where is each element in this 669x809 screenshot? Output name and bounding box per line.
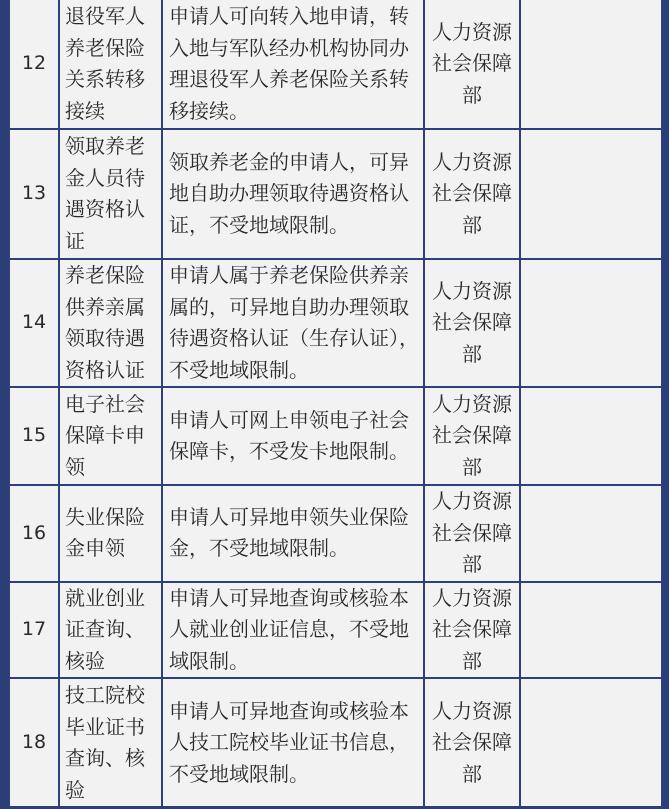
item-note	[520, 387, 662, 485]
item-note	[520, 129, 662, 259]
item-department: 人力资源社会保障部	[424, 485, 520, 582]
table-row	[9, 387, 662, 485]
item-department: 人力资源社会保障部	[424, 259, 520, 387]
item-number: 12	[9, 0, 59, 129]
table-row	[9, 485, 662, 582]
item-number: 15	[9, 387, 59, 485]
item-name: 技工院校毕业证书查询、核验	[59, 678, 162, 808]
item-description: 申请人属于养老保险供养亲属的，可异地自助办理领取待遇资格认证（生存认证），不受地域限制。	[162, 259, 424, 387]
item-department: 人力资源社会保障部	[424, 387, 520, 485]
item-number: 16	[9, 485, 59, 582]
service-items-table	[8, 0, 663, 809]
item-number: 14	[9, 259, 59, 387]
item-number: 17	[9, 582, 59, 679]
item-name: 领取养老金人员待遇资格认证	[59, 129, 162, 259]
item-description: 申请人可异地查询或核验本人就业创业证信息，不受地域限制。	[162, 582, 424, 679]
item-note	[520, 582, 662, 679]
table-row	[9, 582, 662, 679]
table-row	[9, 678, 662, 808]
item-note	[520, 678, 662, 808]
table-row	[9, 0, 662, 129]
item-note	[520, 259, 662, 387]
document-page	[8, 0, 661, 806]
item-note	[520, 485, 662, 582]
table-row	[9, 259, 662, 387]
item-department: 人力资源社会保障部	[424, 129, 520, 259]
item-description: 申请人可异地查询或核验本人技工院校毕业证书信息，不受地域限制。	[162, 678, 424, 808]
item-name: 电子社会保障卡申领	[59, 387, 162, 485]
item-description: 领取养老金的申请人，可异地自助办理领取待遇资格认证，不受地域限制。	[162, 129, 424, 259]
item-name: 退役军人养老保险关系转移接续	[59, 0, 162, 129]
item-description: 申请人可异地申领失业保险金，不受地域限制。	[162, 485, 424, 582]
item-description: 申请人可网上申领电子社会保障卡，不受发卡地限制。	[162, 387, 424, 485]
item-description: 申请人可向转入地申请，转入地与军队经办机构协同办理退役军人养老保险关系转移接续。	[162, 0, 424, 129]
item-name: 养老保险供养亲属领取待遇资格认证	[59, 259, 162, 387]
table-row	[9, 129, 662, 259]
item-department: 人力资源社会保障部	[424, 0, 520, 129]
item-number: 13	[9, 129, 59, 259]
item-note	[520, 0, 662, 129]
item-department: 人力资源社会保障部	[424, 678, 520, 808]
item-name: 失业保险金申领	[59, 485, 162, 582]
item-department: 人力资源社会保障部	[424, 582, 520, 679]
item-name: 就业创业证查询、核验	[59, 582, 162, 679]
item-number: 18	[9, 678, 59, 808]
